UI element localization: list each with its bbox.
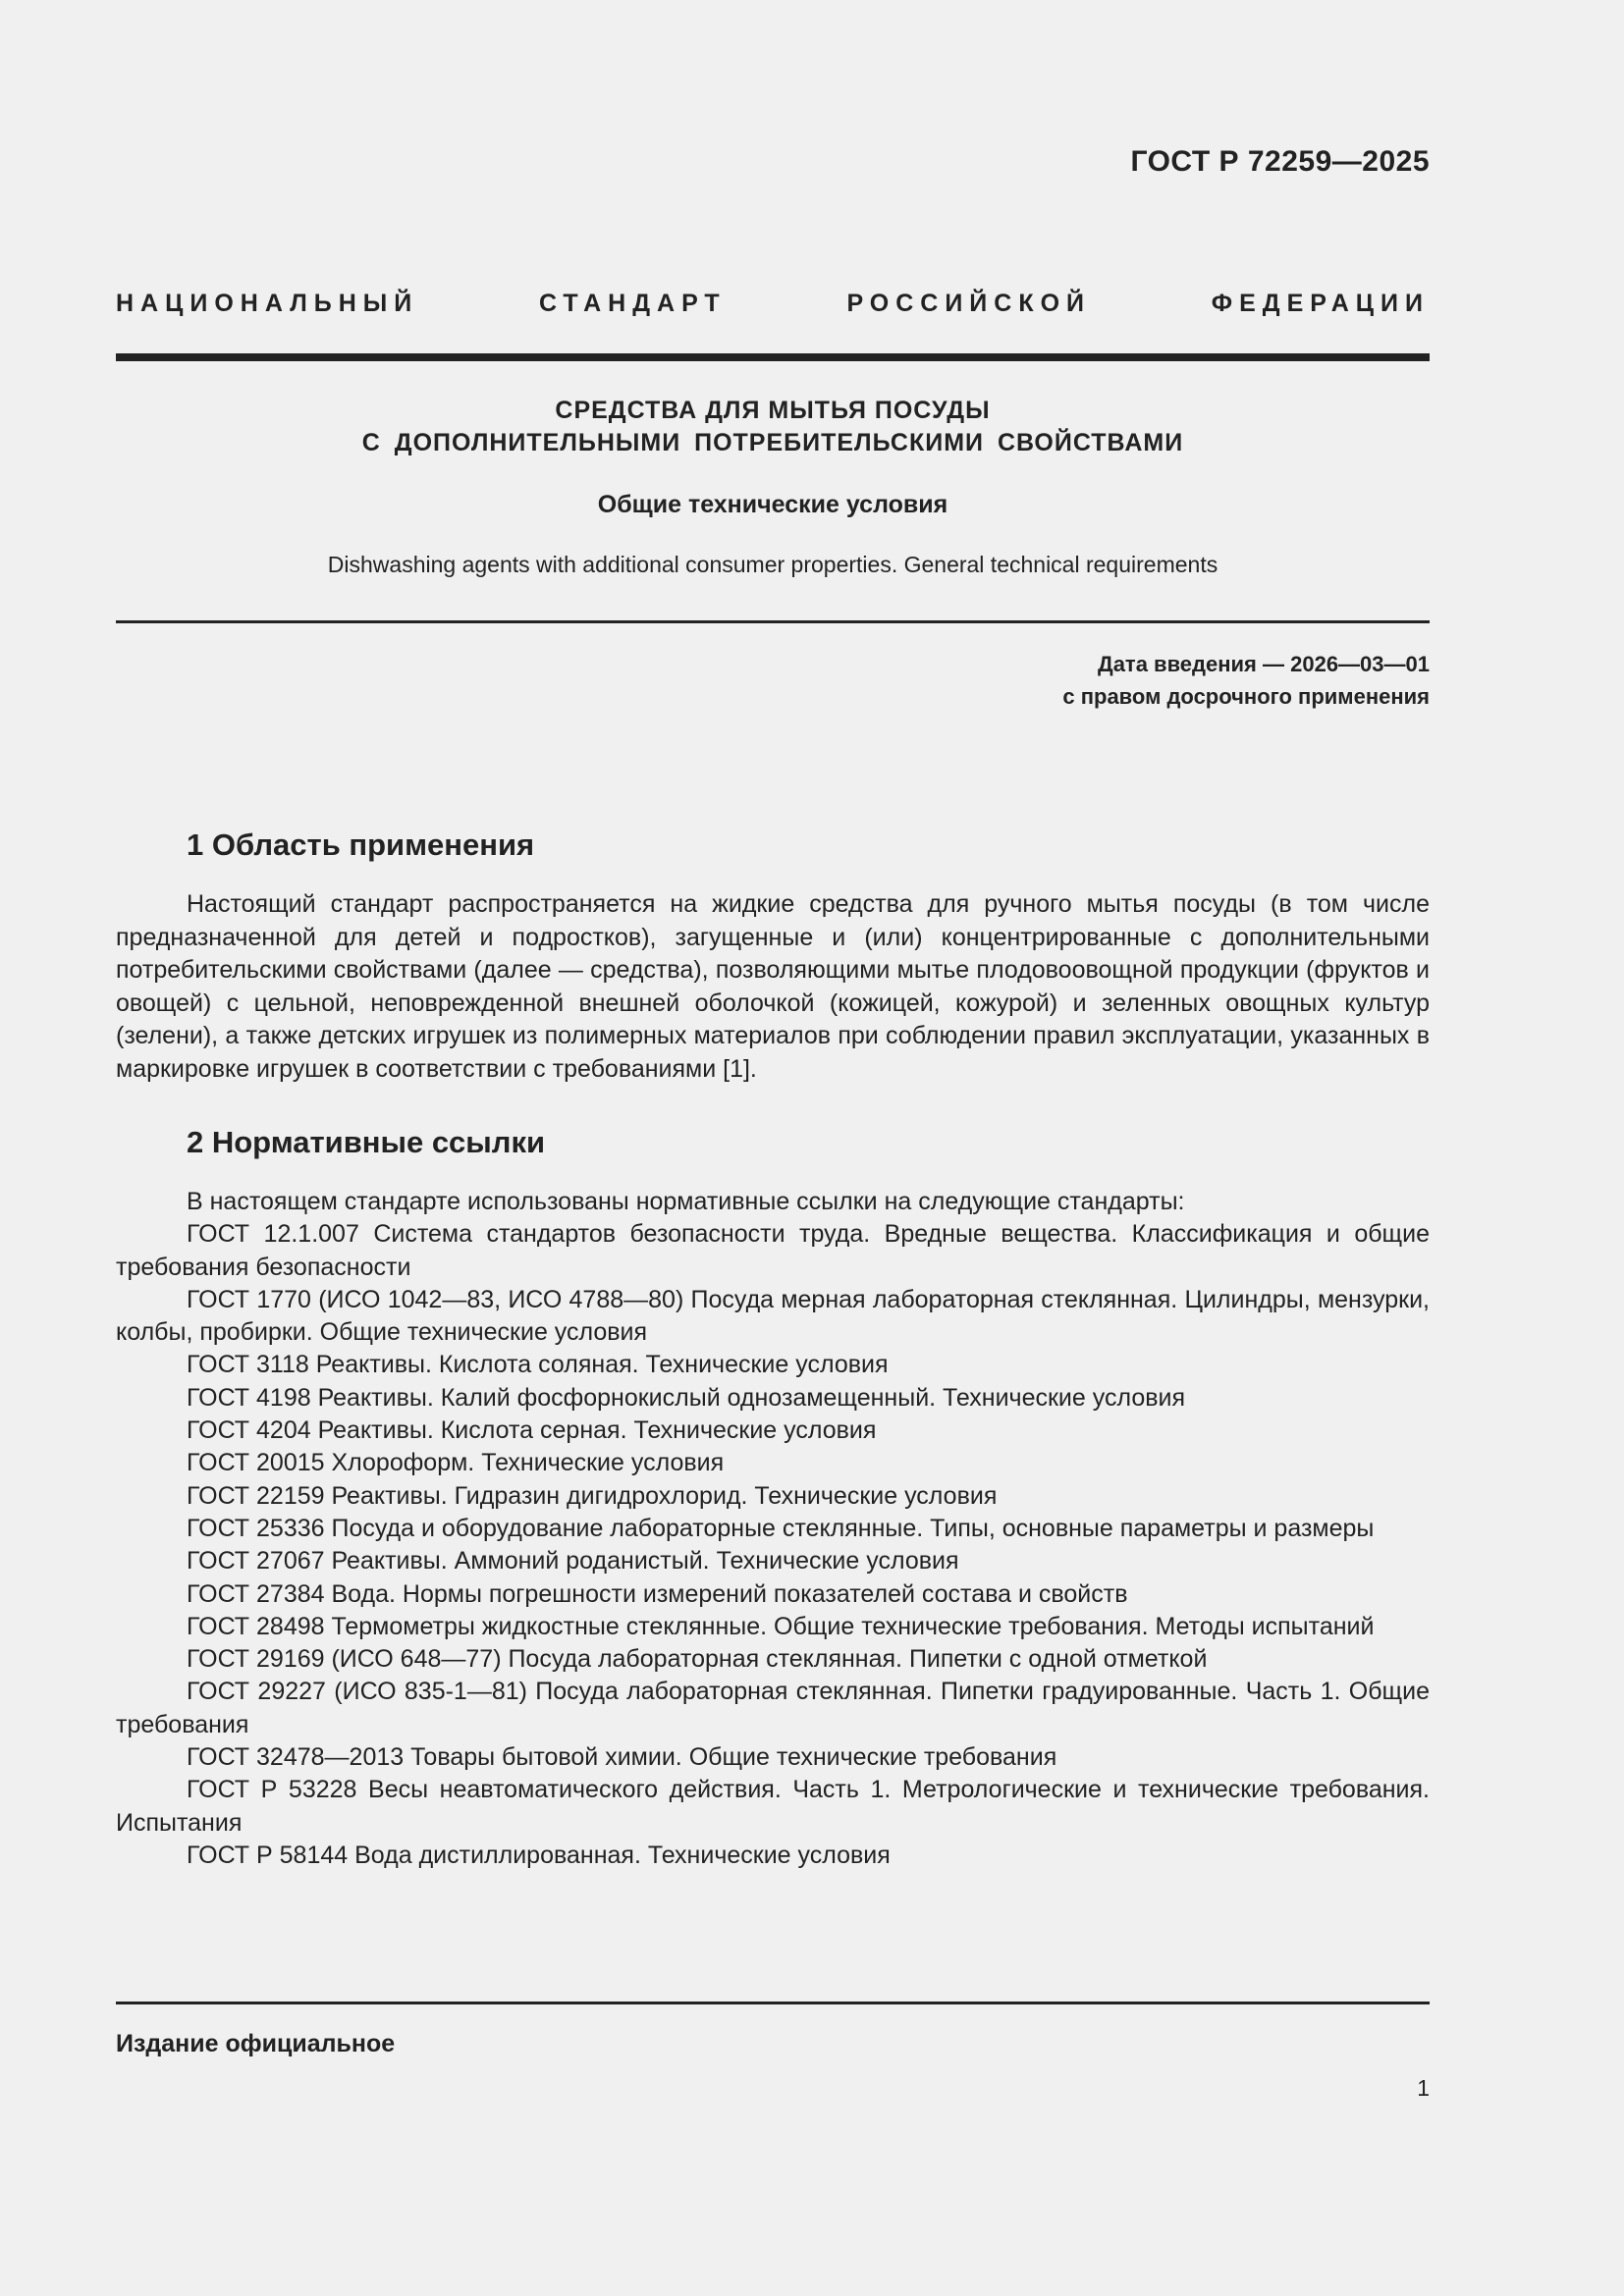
reference-item: ГОСТ 29227 (ИСО 835-1—81) Посуда лабораторная стеклянная. Пипетки градуированные. Часть 1. Общие требования: [116, 1678, 1430, 1738]
page-number: 1: [1417, 2075, 1430, 2101]
reference-item: ГОСТ 4198 Реактивы. Калий фосфорнокислый однозамещенный. Технические условия: [187, 1383, 1186, 1412]
title-line-2: С ДОПОЛНИТЕЛЬНЫМИ ПОТРЕБИТЕЛЬСКИМИ СВОЙСТВАМИ: [361, 429, 1184, 456]
national-standard-label: НАЦИОНАЛЬНЫЙ СТАНДАРТ РОССИЙСКОЙ ФЕДЕРАЦИИ: [116, 290, 1430, 317]
reference-item: ГОСТ 12.1.007 Система стандартов безопасности труда. Вредные вещества. Классификация и общие требования безопасности: [116, 1220, 1430, 1281]
standard-title: [116, 395, 1430, 459]
top-divider: [116, 353, 1430, 361]
early-application-line: с правом досрочного применения: [1062, 684, 1430, 709]
reference-item: ГОСТ 29169 (ИСО 648—77) Посуда лабораторная стеклянная. Пипетки с одной отметкой: [187, 1645, 1208, 1674]
introduction-date: [1062, 648, 1430, 713]
reference-item: ГОСТ Р 53228 Весы неавтоматического действия. Часть 1. Метрологические и технические требования. Испытания: [116, 1776, 1430, 1837]
reference-item: ГОСТ 27067 Реактивы. Аммоний роданистый. Технические условия: [187, 1547, 959, 1575]
standard-subtitle: Общие технические условия: [597, 491, 948, 518]
official-edition-label: Издание официальное: [116, 2030, 396, 2057]
document-page: [116, 0, 1430, 2296]
normative-references: [116, 1186, 1430, 1872]
title-divider: [116, 620, 1430, 623]
document-id: ГОСТ Р 72259—2025: [1130, 145, 1430, 178]
section-1-heading: 1 Область применения: [187, 828, 535, 862]
english-title: Dishwashing agents with additional consumer properties. General technical requirements: [327, 552, 1218, 577]
reference-item: ГОСТ Р 58144 Вода дистиллированная. Технические условия: [187, 1841, 891, 1869]
reference-item: ГОСТ 32478—2013 Товары бытовой химии. Общие технические требования: [187, 1743, 1057, 1772]
reference-item: ГОСТ 20015 Хлороформ. Технические условия: [187, 1449, 725, 1477]
reference-item: ГОСТ 1770 (ИСО 1042—83, ИСО 4788—80) Посуда мерная лабораторная стеклянная. Цилиндры, мензурки, колбы, пробирки. Общие технические условия: [116, 1285, 1430, 1347]
reference-item: ГОСТ 27384 Вода. Нормы погрешности измерений показателей состава и свойств: [187, 1579, 1128, 1608]
title-line-1: СРЕДСТВА ДЛЯ МЫТЬЯ ПОСУДЫ: [555, 397, 991, 424]
footer-divider: [116, 2002, 1430, 2004]
section-1-text: Настоящий стандарт распространяется на жидкие средства для ручного мытья посуды (в том числе предназначенной для детей и подростков), загущенные и (или) концентрированные с дополнительными потребительскими свойствами (далее — средства), позволяющими мытье плодовоовощной продукции (фруктов и овощей) с цельной, неповрежденной внешней оболочкой (кожицей, кожурой) и зеленных овощных культур (зелени), а также детских игрушек из полимерных материалов при соблюдении правил эксплуатации, указанных в маркировке игрушек в соответствии с требованиями [1].: [116, 890, 1430, 1083]
reference-item: ГОСТ 25336 Посуда и оборудование лабораторные стеклянные. Типы, основные параметры и размеры: [187, 1514, 1375, 1542]
reference-item: ГОСТ 3118 Реактивы. Кислота соляная. Технические условия: [187, 1351, 889, 1379]
references-intro: В настоящем стандарте использованы нормативные ссылки на следующие стандарты:: [187, 1188, 1185, 1215]
section-2-heading: 2 Нормативные ссылки: [187, 1125, 546, 1159]
reference-item: ГОСТ 28498 Термометры жидкостные стеклянные. Общие технические требования. Методы испытаний: [187, 1612, 1375, 1640]
reference-item: ГОСТ 4204 Реактивы. Кислота серная. Технические условия: [187, 1416, 877, 1445]
introduction-date-line: Дата введения — 2026—03—01: [1098, 652, 1430, 676]
reference-item: ГОСТ 22159 Реактивы. Гидразин дигидрохлорид. Технические условия: [187, 1481, 998, 1510]
